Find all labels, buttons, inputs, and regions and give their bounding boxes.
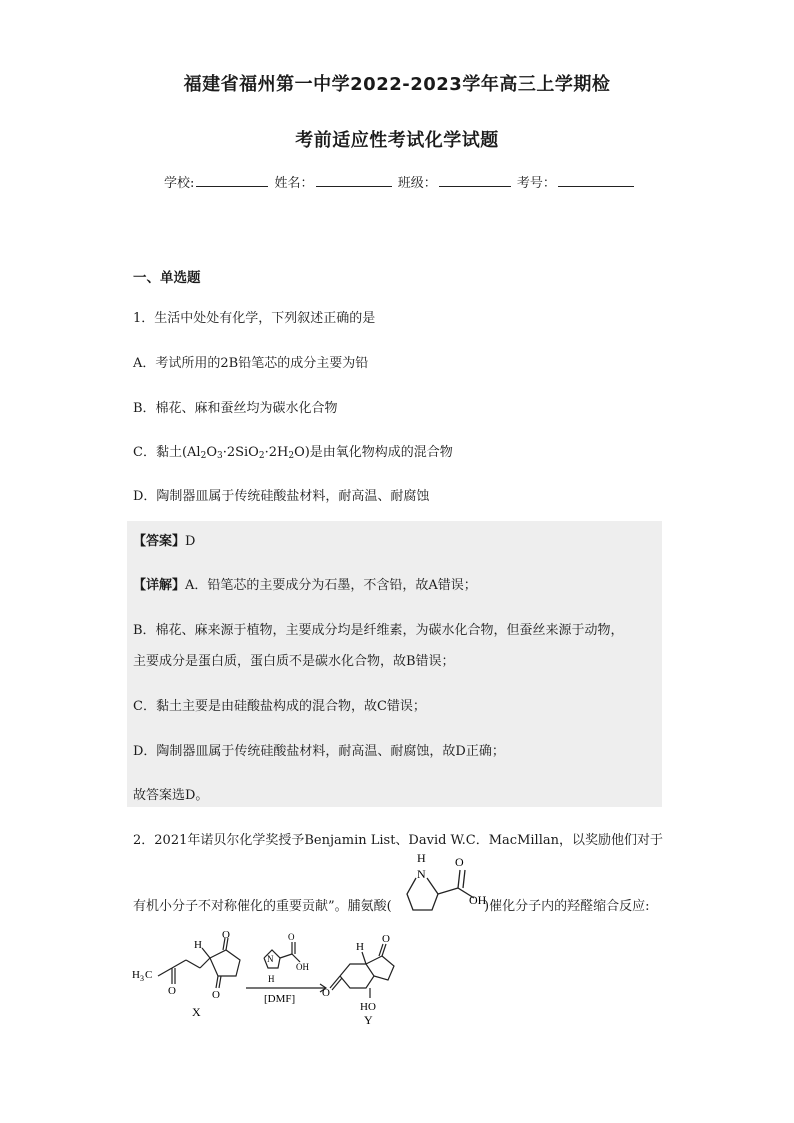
- school-blank[interactable]: [196, 174, 268, 187]
- q1-option-c-suffix: O)是由氧化物构成的混合物: [294, 445, 453, 460]
- number-blank[interactable]: [558, 174, 634, 187]
- class-blank[interactable]: [439, 174, 511, 187]
- rxn-x-ch3: H: [194, 939, 202, 951]
- q1-conclusion: 故答案选D。: [133, 788, 209, 803]
- rxn-cat-n: N: [267, 954, 274, 964]
- rxn-y-ch3: H: [356, 941, 364, 953]
- q2-stem2-prefix: 有机小分子不对称催化的重要贡献”。脯氨酸(: [133, 899, 392, 914]
- page-title-line1: 福建省福州第一中学2022-2023学年高三上学期检: [183, 74, 611, 95]
- name-blank[interactable]: [316, 174, 392, 187]
- q1-detail-b1: B．棉花、麻来源于植物，主要成分均是纤维素，为碳水化合物，但蚕丝来源于动物，: [133, 623, 624, 638]
- rxn-solvent: [DMF]: [264, 993, 296, 1005]
- q1-option-c-mid1: ·2SiO: [222, 445, 259, 460]
- rxn-h3c-h: H: [132, 969, 140, 981]
- sub-3: 3: [216, 451, 223, 461]
- reaction-scheme: [130, 930, 430, 1030]
- section-title: 一、单选题: [133, 270, 201, 286]
- number-label: 考号：: [516, 176, 556, 191]
- rxn-x-label: X: [192, 1005, 201, 1019]
- rxn-x-o2: O: [222, 930, 230, 941]
- rxn-x-o3: O: [212, 989, 220, 1001]
- detail-a-text: A．铅笔芯的主要成分为石墨，不含铅，故A错误；: [185, 578, 477, 593]
- q1-option-c-prefix: C．黏土(Al: [133, 445, 201, 460]
- detail-label: 【详解】: [133, 578, 186, 593]
- q1-detail-b2: 主要成分是蛋白质，蛋白质不是碳水化合物，故B错误；: [133, 654, 455, 669]
- answer-label: 【答案】: [133, 534, 186, 549]
- sub-2b: 2: [258, 451, 265, 461]
- name-label: 姓名：: [274, 176, 314, 191]
- q1-detail-a: [133, 574, 477, 593]
- q1-option-c-o: O: [206, 445, 217, 460]
- rxn-cat-o: O: [288, 932, 295, 942]
- q1-answer: [133, 530, 195, 549]
- rxn-h3c-3: 3: [140, 974, 144, 983]
- rxn-y-label: Y: [364, 1013, 373, 1027]
- rxn-cat-h: H: [268, 974, 275, 984]
- student-info-row: [164, 172, 636, 191]
- q1-option-a: A．考试所用的2B铅笔芯的成分主要为铅: [133, 356, 369, 371]
- q1-option-c-mid2: ·2H: [264, 445, 289, 460]
- rxn-x-o1: O: [168, 985, 176, 997]
- q2-stem1: 2．2021年诺贝尔化学奖授予Benjamin List、David W.C．MacMillan，以奖励他们对于: [133, 833, 663, 848]
- sub-2a: 2: [200, 451, 207, 461]
- rxn-cat-oh: OH: [296, 962, 309, 972]
- rxn-y-o2: O: [322, 987, 330, 999]
- proline-h: H: [417, 851, 426, 865]
- q1-detail-d: D．陶制器皿属于传统硅酸盐材料，耐高温、耐腐蚀，故D正确；: [133, 744, 505, 759]
- q1-option-b: B．棉花、麻和蚕丝均为碳水化合物: [133, 401, 338, 416]
- q1-detail-c: C．黏土主要是由硅酸盐构成的混合物，故C错误；: [133, 699, 426, 714]
- q1-option-d: D．陶制器皿属于传统硅酸盐材料，耐高温、耐腐蚀: [133, 489, 430, 504]
- proline-oh: OH: [469, 893, 487, 907]
- sub-2c: 2: [288, 451, 295, 461]
- answer-value: D: [185, 534, 196, 549]
- q1-stem: 1．生活中处处有化学，下列叙述正确的是: [133, 311, 376, 326]
- q1-option-c: [133, 441, 453, 461]
- rxn-y-ho: HO: [360, 1001, 376, 1013]
- rxn-h3c-c: C: [145, 969, 153, 981]
- proline-structure: [380, 848, 490, 920]
- proline-n: N: [417, 867, 426, 881]
- school-label: 学校:: [164, 176, 195, 191]
- class-label: 班级：: [397, 176, 437, 191]
- proline-o: O: [455, 855, 464, 869]
- page-title-line2: 考前适应性考试化学试题: [295, 130, 499, 151]
- q2-stem2-suffix: )催化分子内的羟醛缩合反应:: [484, 899, 650, 914]
- rxn-y-o1: O: [382, 933, 390, 945]
